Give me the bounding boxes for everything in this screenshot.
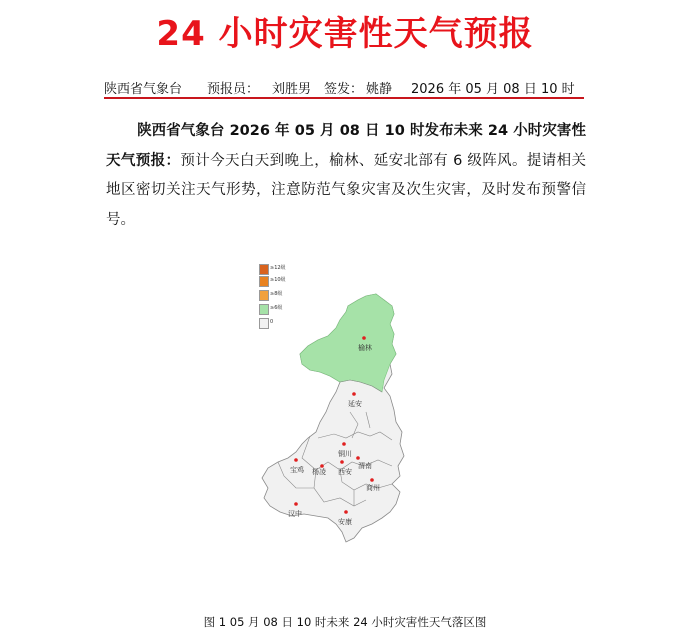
forecaster-name: 刘胜男	[272, 82, 312, 97]
city-label-ankang: 安康	[338, 518, 352, 526]
forecast-paragraph	[106, 117, 586, 235]
city-label-shangzhou: 商州	[366, 484, 380, 492]
city-dot-yulin	[362, 336, 366, 340]
legend-item	[259, 304, 299, 314]
figure-caption: 图 1 05 月 08 日 10 时未来 24 小时灾害性天气落区图	[203, 615, 487, 629]
city-dot-xian	[340, 460, 344, 464]
legend-label: ≥12级	[270, 265, 286, 271]
agency-name: 陕西省气象台	[104, 82, 183, 97]
legend-label: ≥8级	[270, 291, 283, 297]
legend-item	[259, 290, 299, 300]
forecast-body: 预计今天白天到晚上，榆林、延安北部有 6 级阵风。提请相关地区密切关注天气形势，注意防范气象灾害及次生灾害，及时发布预警信号。	[106, 152, 586, 228]
city-label-yangling: 杨凌	[312, 468, 326, 476]
forecaster-label: 预报员：	[207, 82, 260, 97]
wind-gust-zone-level6	[300, 294, 396, 392]
forecast-lead: 陕西省气象台 2026 年 05 月 08 日 10 时发布未来 24 小时灾害性天气预报：	[106, 123, 586, 169]
legend-swatch	[259, 276, 269, 287]
legend-item	[259, 276, 299, 286]
city-label-weinan: 渭南	[358, 462, 372, 470]
city-dot-shangzhou	[370, 478, 374, 482]
legend-swatch	[259, 290, 269, 301]
approver-name: 姚静	[366, 82, 393, 97]
legend-swatch	[259, 304, 269, 315]
city-label-yanan: 延安	[348, 400, 362, 408]
map-legend	[254, 262, 300, 334]
approver-label: 签发：	[324, 82, 364, 97]
city-dot-tongchuan	[342, 442, 346, 446]
city-dot-ankang	[344, 510, 348, 514]
city-dot-weinan	[356, 456, 360, 460]
issuance-info-bar	[104, 76, 584, 98]
page-title: 24 小时灾害性天气预报	[156, 14, 534, 54]
city-label-xian: 西安	[338, 468, 352, 476]
city-label-baoji: 宝鸡	[290, 466, 304, 474]
city-label-hanzhong: 汉中	[288, 510, 302, 518]
hazard-map	[254, 262, 444, 552]
city-label-tongchuan: 铜川	[338, 450, 352, 458]
legend-label: 0	[270, 319, 274, 325]
city-dot-hanzhong	[294, 502, 298, 506]
legend-label: ≥10级	[270, 277, 286, 283]
city-label-yulin: 榆林	[358, 344, 372, 352]
legend-label: ≥6级	[270, 305, 283, 311]
issue-time: 2026 年 05 月 08 日 10 时	[411, 82, 575, 97]
city-dot-yanan	[352, 392, 356, 396]
legend-swatch	[259, 318, 269, 329]
legend-item	[259, 318, 299, 328]
legend-item	[259, 264, 299, 274]
legend-swatch	[259, 264, 269, 275]
city-dot-baoji	[294, 458, 298, 462]
header-rule	[104, 97, 584, 99]
